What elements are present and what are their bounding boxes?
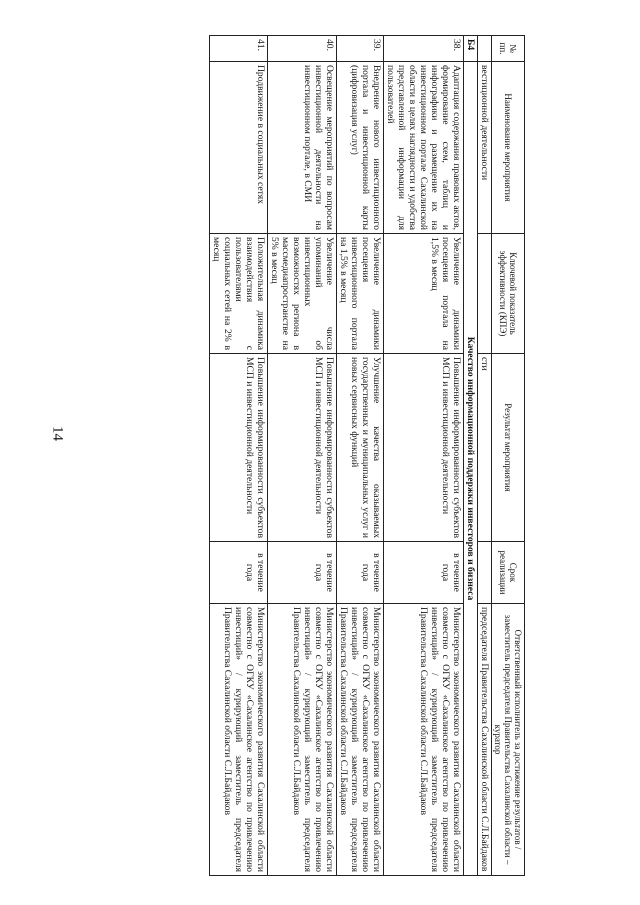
table-row — [268, 36, 337, 876]
row-name: Продвижение в социальных сетях — [210, 62, 268, 234]
row-kpi: Увеличение динамики посещения инвестиционного портала на 1,5% в месяц — [337, 234, 384, 354]
continuation-row — [478, 36, 492, 876]
rotated-page — [95, 35, 525, 875]
row-name: Адаптация содержания правовых актов, формирование схем, таблиц и инфографики и размещение их на инвестиционном портале Сахалинской области в целях наглядности и удобства представленной информации для пользователей — [384, 62, 464, 234]
row-num: 38. — [384, 36, 464, 62]
measures-table — [209, 35, 525, 876]
table-row — [337, 36, 384, 876]
row-num: 40. — [268, 36, 337, 62]
header-kpi: Ключевой показатель эффективности (КПЭ) — [492, 234, 525, 354]
row-name: Внедрение нового инвестиционного портала и инвестиционной карты (цифровизация услуг) — [337, 62, 384, 234]
header-responsible: Ответственный исполнитель за достижение результатов / заместитель председателя Правительства Сахалинской области – куратор — [492, 604, 525, 876]
row-responsible: Министерство экономического развития Сахалинской области совместно с ОГКУ «Сахалинское агентство по привлечению инвестиций» / курирующий заместитель председателя Правительства Сахалинской области С.Л.Байдаков — [337, 604, 384, 876]
row-responsible: Министерство экономического развития Сахалинской области совместно с ОГКУ «Сахалинское агентство по привлечению инвестиций» / курирующий заместитель председателя Правительства Сахалинской области С.Л.Байдаков — [268, 604, 337, 876]
row-responsible: Министерство экономического развития Сахалинской области совместно с ОГКУ «Сахалинское агентство по привлечению инвестиций» / курирующий заместитель председателя Правительства Сахалинской области С.Л.Байдаков — [384, 604, 464, 876]
header-term: Срок реализации — [492, 542, 525, 604]
row-kpi: Увеличение динамики посещения портала на 1,5% в месяц — [384, 234, 464, 354]
continuation-responsible: председателя Правительства Сахалинской области С.Л.Байдаков — [478, 604, 492, 876]
row-name: Освещение мероприятий по вопросам инвестиционной деятельности на инвестиционном портале, в СМИ — [268, 62, 337, 234]
header-num: № пп. — [492, 36, 525, 62]
row-term: в течение года — [384, 542, 464, 604]
header-row — [492, 36, 525, 876]
section-code: Б4 — [464, 36, 478, 62]
row-result: Повышение информированности субъектов МСП и инвестиционной деятельности — [268, 354, 337, 542]
table-row — [384, 36, 464, 876]
row-result: Повышение информированности субъектов МСП и инвестиционной деятельности — [384, 354, 464, 542]
row-term: в течение года — [337, 542, 384, 604]
section-title: Качество информационной поддержки инвесторов и бизнеса — [464, 62, 478, 876]
table-row — [210, 36, 268, 876]
row-num: 39. — [337, 36, 384, 62]
section-row — [464, 36, 478, 876]
header-name: Наименование мероприятия — [492, 62, 525, 234]
row-term: в течение года — [268, 542, 337, 604]
row-kpi: Увеличение числа упоминаний об инвестиционных возможностях региона в массмедиапространстве на 5% в месяц — [268, 234, 337, 354]
row-result: Повышение информированности субъектов МСП и инвестиционной деятельности — [210, 354, 268, 542]
row-term: в течение года — [210, 542, 268, 604]
header-result: Результат мероприятия — [492, 354, 525, 542]
page-number: 14 — [49, 426, 66, 441]
row-result: Улучшение качества оказываемых государственных и муниципальных услуг и новых сервисных функций — [337, 354, 384, 542]
row-num: 41. — [210, 36, 268, 62]
row-kpi: Положительная динамика взаимодействия с пользователями социальных сетей на 2% в месяц — [210, 234, 268, 354]
row-responsible: Министерство экономического развития Сахалинской области совместно с ОГКУ «Сахалинское агентство по привлечению инвестиций» / курирующий заместитель председателя Правительства Сахалинской области С.Л.Байдаков — [210, 604, 268, 876]
continuation-result: сти — [478, 354, 492, 542]
continuation-name: вестиционной деятельности — [478, 62, 492, 234]
